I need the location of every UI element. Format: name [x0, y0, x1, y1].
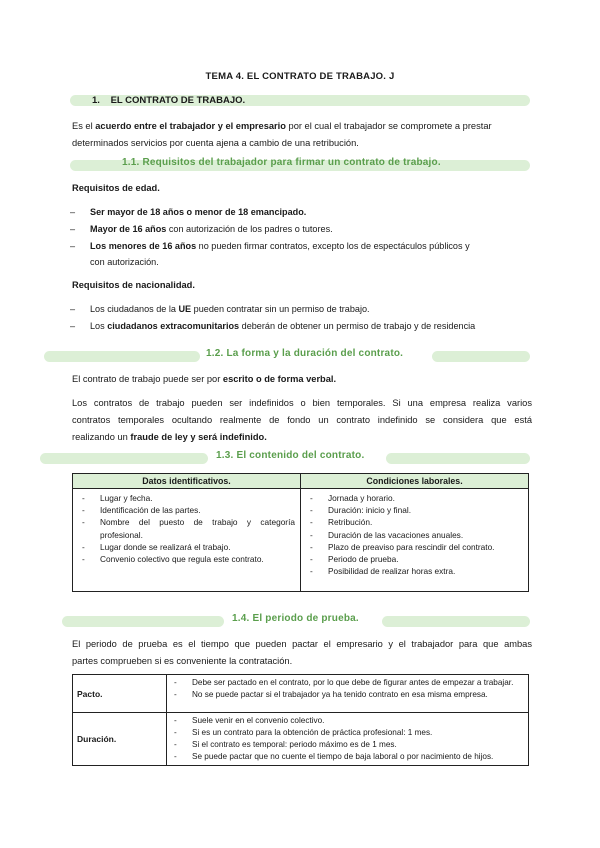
prueba-paragraph	[72, 636, 532, 670]
list-item: – Mayor de 16 años con autorización de los padres o tutores.	[70, 224, 333, 234]
item-text: Los	[90, 321, 108, 331]
list-item: - Si el contrato es temporal: periodo máximo es de 1 mes.	[172, 739, 523, 751]
forma-bold: escrito o de forma verbal.	[222, 374, 337, 384]
intro-paragraph	[72, 118, 532, 152]
duracion-bold: fraude de ley y será indefinido.	[130, 432, 267, 442]
list-item: - Convenio colectivo que regula este contrato.	[78, 553, 295, 565]
list-item: - Duración: inicio y final.	[306, 504, 523, 516]
edad-label: Requisitos de edad.	[72, 183, 160, 193]
section-1-number: 1.	[92, 95, 100, 106]
duracion-paragraph	[72, 395, 532, 446]
item-text: pueden contratar sin un permiso de trabajo.	[191, 304, 370, 314]
item-bold: Ser mayor de 18 años o menor de 18 emancipado.	[90, 207, 307, 217]
table-header: Condiciones laborales.	[301, 474, 529, 489]
prueba-line: El periodo de prueba es el tiempo que pueden pactar el empresario y el trabajador para que ambas	[72, 639, 532, 649]
nacionalidad-label: Requisitos de nacionalidad.	[72, 280, 195, 290]
list-item: - Periodo de prueba.	[306, 553, 523, 565]
item-text-cont: con autorización.	[90, 257, 159, 267]
item-text: deberán de obtener un permiso de trabajo y de residencia	[239, 321, 476, 331]
page-title: TEMA 4. EL CONTRATO DE TRABAJO. J	[205, 71, 395, 82]
list-item: - Nombre del puesto de trabajo y categoría profesional.	[78, 516, 295, 540]
prueba-table	[72, 674, 529, 766]
list-item: - Retribución.	[306, 516, 523, 528]
heading-band	[386, 453, 530, 464]
list-item: - Identificación de las partes.	[78, 504, 295, 516]
list-item: - Duración de las vacaciones anuales.	[306, 529, 523, 541]
forma-text: El contrato de trabajo puede ser por	[72, 374, 223, 384]
list-item: – Los menores de 16 años no pueden firmar contratos, excepto los de espectáculos públicos y con autorización.	[70, 241, 470, 267]
table-header: Datos identificativos.	[73, 474, 301, 489]
table-cell	[301, 489, 529, 592]
list-item: – Los ciudadanos extracomunitarios deberán de obtener un permiso de trabajo y de residencia	[70, 321, 476, 331]
heading-band	[44, 351, 200, 362]
table-cell	[167, 713, 529, 766]
list-item: - Debe ser pactado en el contrato, por lo que debe de figurar antes de empezar a trabajar.	[172, 677, 523, 689]
table-cell	[73, 489, 301, 592]
list-item: – Los ciudadanos de la UE pueden contratar sin un permiso de trabajo.	[70, 304, 370, 314]
list-item: - Lugar y fecha.	[78, 492, 295, 504]
duracion-line: contratos temporales ocultando realmente de fondo un contrato indefinido se considera que está	[72, 415, 532, 425]
intro-text-2: por el cual el trabajador se compromete a prestar	[285, 121, 492, 131]
duracion-line: Los contratos de trabajo pueden ser indefinidos o bien temporales. Si una empresa realiza varios	[72, 398, 532, 408]
list-item: – Ser mayor de 18 años o menor de 18 emancipado.	[70, 207, 307, 217]
list-item: - Posibilidad de realizar horas extra.	[306, 565, 523, 577]
prueba-line: partes comprueben si es conveniente la contratación.	[72, 656, 293, 666]
item-bold: UE	[178, 304, 192, 314]
heading-band	[432, 351, 530, 362]
section-1-2-heading: 1.2. La forma y la duración del contrato.	[206, 348, 404, 359]
section-1-4-heading: 1.4. El periodo de prueba.	[232, 613, 359, 624]
duracion-text: realizando un	[72, 432, 131, 442]
table-row-label: Pacto.	[73, 675, 167, 713]
item-bold: Los menores de 16 años	[90, 241, 197, 251]
intro-bold: acuerdo entre el trabajador y el empresario	[95, 121, 286, 131]
list-item: - Si es un contrato para la obtención de práctica profesional: 1 mes.	[172, 727, 523, 739]
table-cell	[167, 675, 529, 713]
forma-paragraph	[72, 371, 336, 388]
heading-band	[40, 453, 208, 464]
item-text: no pueden firmar contratos, excepto los de espectáculos públicos y	[196, 241, 470, 251]
table-row-label: Duración.	[73, 713, 167, 766]
list-item: - Se puede pactar que no cuente el tiempo de baja laboral o por nacimiento de hijos.	[172, 751, 523, 763]
list-item: - Plazo de preaviso para rescindir del contrato.	[306, 541, 523, 553]
list-item: - Suele venir en el convenio colectivo.	[172, 715, 523, 727]
heading-band	[382, 616, 530, 627]
item-bold: Mayor de 16 años	[90, 224, 167, 234]
heading-band	[62, 616, 224, 627]
section-1-1-heading: 1.1. Requisitos del trabajador para firmar un contrato de trabajo.	[122, 157, 441, 168]
item-text: Los ciudadanos de la	[90, 304, 179, 314]
section-1-title: EL CONTRATO DE TRABAJO.	[110, 95, 246, 106]
contenido-table	[72, 473, 529, 592]
item-text: con autorización de los padres o tutores.	[166, 224, 333, 234]
section-1-3-heading: 1.3. El contenido del contrato.	[216, 450, 365, 461]
list-item: - Jornada y horario.	[306, 492, 523, 504]
section-1-heading	[92, 95, 245, 106]
intro-line-2: determinados servicios por cuenta ajena a cambio de una retribución.	[72, 138, 359, 148]
list-item: - No se puede pactar si el trabajador ya ha tenido contrato en esa misma empresa.	[172, 689, 523, 701]
item-bold: ciudadanos extracomunitarios	[107, 321, 240, 331]
intro-text: Es el	[72, 121, 96, 131]
list-item: - Lugar donde se realizará el trabajo.	[78, 541, 295, 553]
